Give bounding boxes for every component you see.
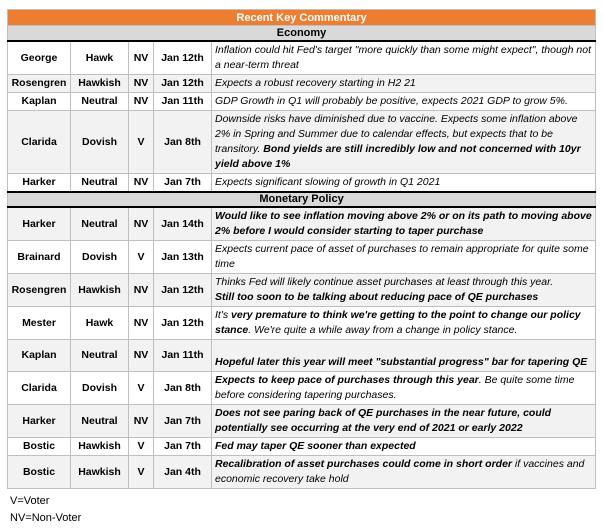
comment-date: Jan 8th [154,371,212,404]
comment-text: Does not see paring back of QE purchases in the near future, could potentially see occurring at the very end of 2021 or early 2022 [212,404,596,437]
comment-text: Expects significant slowing of growth in Q1 2021 [212,173,596,192]
speaker-name: Bostic [8,455,71,488]
speaker-stance: Hawkish [71,437,129,455]
comment-text: Fed may taper QE sooner than expected [212,437,596,455]
table-row [8,74,596,92]
comment-date: Jan 4th [154,455,212,488]
section-economy: Economy [8,26,596,41]
comment-text: Would like to see inflation moving above 2% or on its path to moving above 2% before I would consider starting to taper purchase [212,207,596,241]
voter-status: V [129,240,154,273]
commentary-table [7,9,596,489]
comment-date: Jan 8th [154,110,212,173]
comment-text: Expects current pace of asset of purchases to remain appropriate for quite some time [212,240,596,273]
commentary-table-container [7,9,595,489]
speaker-name: Brainard [8,240,71,273]
comment-date: Jan 7th [154,173,212,192]
voter-status: NV [129,306,154,339]
voter-status: NV [129,92,154,110]
speaker-name: Mester [8,306,71,339]
comment-date: Jan 12th [154,273,212,306]
table-row [8,110,596,173]
comment-date: Jan 7th [154,404,212,437]
voter-status: NV [129,273,154,306]
comment-date: Jan 7th [154,437,212,455]
legend-non-voter: NV=Non-Voter [10,512,82,524]
speaker-name: Kaplan [8,339,71,371]
speaker-stance: Hawkish [71,74,129,92]
voter-status: NV [129,404,154,437]
speaker-name: Harker [8,207,71,241]
speaker-stance: Dovish [71,240,129,273]
voter-status: NV [129,339,154,371]
speaker-name: Harker [8,173,71,192]
voter-status: NV [129,207,154,241]
speaker-name: Kaplan [8,92,71,110]
table-row [8,41,596,75]
comment-text: Recalibration of asset purchases could come in short order if vaccines and economic recovery take hold [212,455,596,488]
speaker-stance: Neutral [71,404,129,437]
speaker-name: Rosengren [8,273,71,306]
voter-status: V [129,437,154,455]
speaker-stance: Hawkish [71,273,129,306]
speaker-stance: Dovish [71,371,129,404]
table-row [8,173,596,192]
speaker-name: Bostic [8,437,71,455]
speaker-name: George [8,41,71,75]
table-row [8,306,596,339]
comment-date: Jan 13th [154,240,212,273]
speaker-stance: Neutral [71,207,129,241]
table-row [8,455,596,488]
comment-date: Jan 12th [154,41,212,75]
comment-date: Jan 11th [154,339,212,371]
comment-date: Jan 14th [154,207,212,241]
table-row [8,371,596,404]
comment-text: Expects a robust recovery starting in H2 21 [212,74,596,92]
voter-status: NV [129,173,154,192]
comment-text: Hopeful later this year will meet "substantial progress" bar for tapering QE [212,339,596,371]
speaker-stance: Hawk [71,41,129,75]
comment-text: Downside risks have diminished due to vaccine. Expects some inflation above 2% in Spring and Summer due to calendar effects, but expects that to be transitory. Bond yields are still incredibly low and not concerned with 10yr yield above 1% [212,110,596,173]
comment-text: Thinks Fed will likely continue asset purchases at least through this year. Still too soon to be talking about reducing pace of QE purchases [212,273,596,306]
speaker-name: Clarida [8,110,71,173]
comment-date: Jan 12th [154,74,212,92]
speaker-name: Harker [8,404,71,437]
voter-status: NV [129,41,154,75]
comment-text: It's very premature to think we're getting to the point to change our policy stance. We're quite a while away from a change in policy stance. [212,306,596,339]
table-row [8,273,596,306]
voter-status: V [129,110,154,173]
speaker-stance: Dovish [71,110,129,173]
speaker-stance: Hawk [71,306,129,339]
legend-voter: V=Voter [10,495,50,507]
table-row [8,339,596,371]
comment-date: Jan 11th [154,92,212,110]
voter-status: V [129,371,154,404]
voter-status: V [129,455,154,488]
table-row [8,437,596,455]
speaker-name: Clarida [8,371,71,404]
comment-text: Inflation could hit Fed's target "more quickly than some might expect", though not a near-term threat [212,41,596,75]
speaker-name: Rosengren [8,74,71,92]
comment-text: Expects to keep pace of purchases through this year. Be quite some time before considering tapering purchases. [212,371,596,404]
speaker-stance: Neutral [71,339,129,371]
speaker-stance: Neutral [71,173,129,192]
section-monetary-policy: Monetary Policy [8,192,596,207]
table-row [8,207,596,241]
table-row [8,404,596,437]
comment-date: Jan 12th [154,306,212,339]
comment-text: GDP Growth in Q1 will probably be positive, expects 2021 GDP to grow 5%. [212,92,596,110]
table-title: Recent Key Commentary [8,10,596,26]
table-row [8,92,596,110]
table-row [8,240,596,273]
speaker-stance: Hawkish [71,455,129,488]
voter-status: NV [129,74,154,92]
speaker-stance: Neutral [71,92,129,110]
